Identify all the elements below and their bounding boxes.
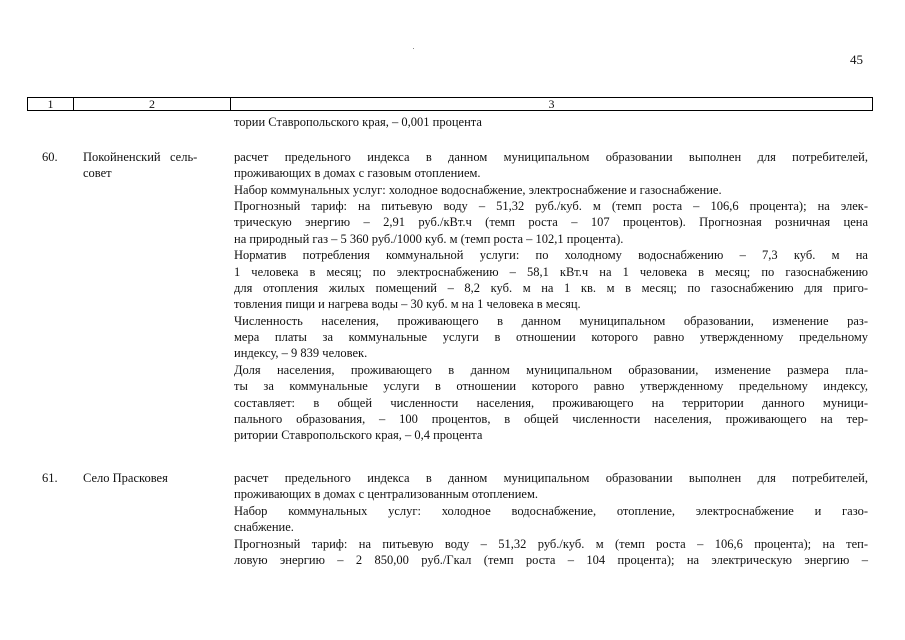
entry-text-line: 1 человека в месяц; по электроснабжению – 58,1 кВт.ч на 1 человека в месяц; по газоснабжению <box>234 265 868 279</box>
continuation-text: тории Ставропольского края, – 0,001 процента <box>234 115 482 129</box>
entry-text-line: ты за коммунальные услуги в отношении которого равно утвержденному предельному индексу, <box>234 379 868 393</box>
entry-text-line: Прогнозный тариф: на питьевую воду – 51,32 руб./куб. м (темп роста – 106,6 процента); на теп- <box>234 537 868 551</box>
entry-text-line: товления пищи и нагрева воды – 30 куб. м на 1 человека в месяц. <box>234 297 581 311</box>
column-header-1: 1 <box>28 98 74 110</box>
entry-text-line: Норматив потребления коммунальной услуги: по холодному водоснабжению – 7,3 куб. м на <box>234 248 868 262</box>
entry-text-line: Доля населения, проживающего в данном муниципальном образовании, изменение размера пла- <box>234 363 868 377</box>
entry-text-line: расчет предельного индекса в данном муниципальном образовании выполнен для потребителей, <box>234 150 868 164</box>
entry-text-line: мера платы за коммунальные услуги в отношении которого равно утвержденному предельному <box>234 330 868 344</box>
entry-text-line: расчет предельного индекса в данном муниципальном образовании выполнен для потребителей, <box>234 471 868 485</box>
entry-text-line: индексу, – 9 839 человек. <box>234 346 368 360</box>
page-number: 45 <box>850 52 863 67</box>
entry-name: Село Прасковея <box>83 471 168 485</box>
entry-text-line: для отопления жилых помещений – 8,2 куб. м на 1 кв. м в месяц; по газоснабжению для приго- <box>234 281 868 295</box>
entry-text-line: проживающих в домах с централизованным отоплением. <box>234 487 538 501</box>
entry-text-line: снабжение. <box>234 520 294 534</box>
column-header-row <box>27 97 873 111</box>
entry-text-line: Численность населения, проживающего в данном муниципальном образовании, изменение раз- <box>234 314 868 328</box>
entry-number: 61. <box>42 471 58 485</box>
entry-text-line: Прогнозный тариф: на питьевую воду – 51,32 руб./куб. м (темп роста – 106,6 процента); на элек- <box>234 199 868 213</box>
entry-name-continued: совет <box>83 166 112 180</box>
entry-text-line: пального образования, – 100 процентов, в общей численности населения, проживающего на тер- <box>234 412 868 426</box>
entry-text-line: проживающих в домах с газовым отоплением. <box>234 166 481 180</box>
entry-text-line: ловую энергию – 2 850,00 руб./Гкал (темп роста – 104 процента); на электрическую энергию – <box>234 553 868 567</box>
column-header-3: 3 <box>548 97 555 111</box>
column-header-2: 2 <box>74 98 231 110</box>
scan-speck <box>413 48 414 49</box>
entry-text-line: составляет: в общей численности населения, проживающего на территории данного муници- <box>234 396 868 410</box>
entry-text-line: на природный газ – 5 360 руб./1000 куб. м (темп роста – 102,1 процента). <box>234 232 624 246</box>
entry-text-line: Набор коммунальных услуг: холодное водоснабжение, отопление, электроснабжение и газо- <box>234 504 868 518</box>
entry-text-line: ритории Ставропольского края, – 0,4 процента <box>234 428 483 442</box>
entry-number: 60. <box>42 150 58 164</box>
entry-name: Покойненский сель- <box>83 150 198 164</box>
entry-text-line: трическую энергию – 2,91 руб./кВт.ч (темп роста – 107 процентов). Прогнозная розничная цена <box>234 215 868 229</box>
entry-text-line: Набор коммунальных услуг: холодное водоснабжение, электроснабжение и газоснабжение. <box>234 183 722 197</box>
